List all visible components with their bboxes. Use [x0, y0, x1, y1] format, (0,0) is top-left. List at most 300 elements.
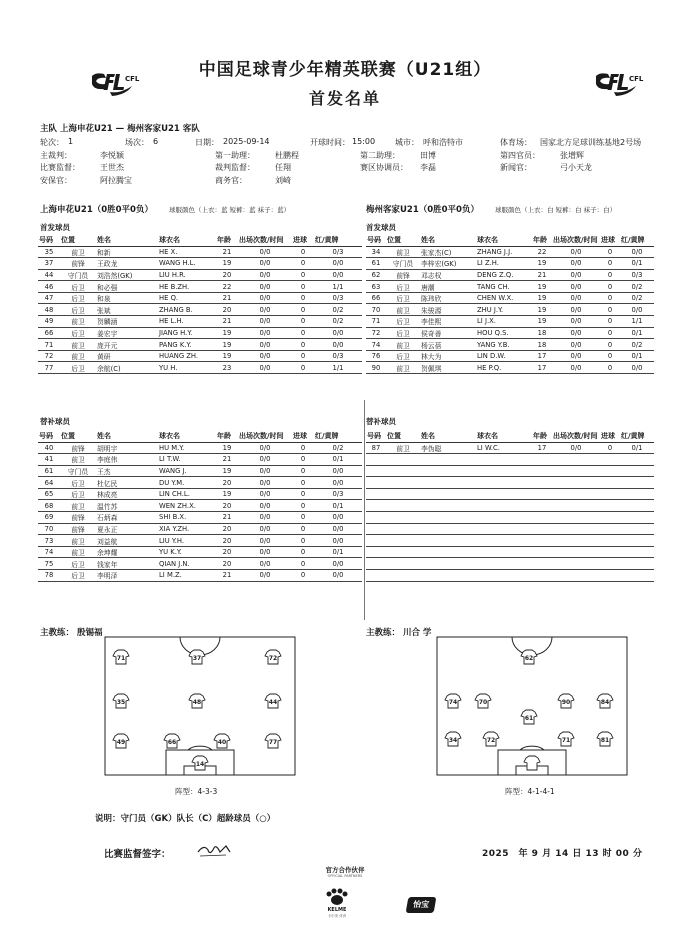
player-number: 61 — [524, 715, 534, 722]
table-cell: 0 — [292, 292, 314, 304]
away-starters-table — [366, 235, 654, 374]
table-cell: 0 — [292, 269, 314, 281]
table-cell: XIA Y.ZH. — [158, 523, 216, 535]
table-cell: 后卫 — [60, 488, 96, 500]
table-cell: HE B.ZH. — [158, 281, 216, 293]
table-cell: 19 — [532, 304, 552, 316]
away-coach: 主教练： 川合 学 — [366, 628, 432, 638]
table-cell: 0/1 — [620, 327, 654, 339]
table-cell — [620, 558, 654, 570]
table-cell: 姜宏宇 — [96, 327, 158, 339]
table-cell: 21 — [532, 269, 552, 281]
table-cell: LIN D.W. — [476, 350, 532, 362]
info-value: 6 — [153, 137, 159, 146]
player-number: 71 — [116, 655, 126, 662]
table-cell: 71 — [38, 339, 60, 351]
info-label: 第二助理： — [360, 150, 400, 160]
table-cell: 0/1 — [620, 258, 654, 270]
table-cell: 后卫 — [386, 281, 420, 293]
table-cell — [386, 488, 420, 500]
table-cell — [366, 558, 386, 570]
empty-row — [366, 454, 654, 466]
table-cell: 0/1 — [620, 442, 654, 454]
info-label: 体育场： — [500, 138, 532, 147]
table-cell — [532, 546, 552, 558]
table-cell — [366, 523, 386, 535]
table-cell: 后卫 — [60, 362, 96, 374]
table-cell: 0 — [292, 523, 314, 535]
table-cell — [476, 488, 532, 500]
table-row — [366, 292, 654, 304]
table-cell — [620, 488, 654, 500]
table-cell: 前锋 — [60, 523, 96, 535]
info-value: 阿拉腾宝 — [100, 175, 132, 185]
player-number: 72 — [268, 655, 278, 662]
table-row — [38, 523, 362, 535]
player-shirt-icon — [445, 732, 461, 746]
home-formation-label — [175, 786, 217, 797]
player-shirt-icon — [521, 650, 537, 664]
table-cell: WANG H.L. — [158, 258, 216, 270]
table-cell: 0 — [292, 454, 314, 466]
table-cell: 张斌 — [96, 304, 158, 316]
table-cell: 46 — [38, 281, 60, 293]
table-cell: 0 — [292, 362, 314, 374]
table-row — [366, 246, 654, 258]
player-shirt-icon — [113, 650, 129, 664]
table-cell: 0/0 — [314, 269, 362, 281]
table-cell — [600, 570, 620, 582]
table-cell: 0/0 — [238, 316, 292, 328]
table-header-row — [38, 431, 362, 442]
table-header-row — [366, 235, 654, 246]
table-cell: 0/0 — [238, 535, 292, 547]
table-cell: 0/0 — [620, 304, 654, 316]
column-header: 姓名 — [96, 431, 158, 442]
table-cell: 20 — [216, 304, 238, 316]
home-coach: 主教练： 殷锡福 — [40, 628, 103, 638]
column-header: 红/黄牌 — [314, 431, 362, 442]
partner-title-en: OFFICIAL PARTNERS — [327, 874, 363, 878]
table-cell: 0/1 — [620, 350, 654, 362]
table-cell: 石炳森 — [96, 512, 158, 524]
info-value: 杜鹏程 — [275, 150, 299, 160]
table-cell — [552, 535, 600, 547]
table-cell: 66 — [38, 327, 60, 339]
table-cell: 守门员 — [386, 258, 420, 270]
column-header: 球衣名 — [158, 431, 216, 442]
info-value: 国家北方足球训练基地2号场 — [540, 138, 642, 147]
table-cell: 0 — [600, 442, 620, 454]
table-cell: 20 — [216, 477, 238, 489]
table-cell: 0 — [292, 500, 314, 512]
table-cell: 0/3 — [314, 488, 362, 500]
table-cell — [420, 512, 476, 524]
table-row — [38, 316, 362, 328]
table-cell: HE X. — [158, 246, 216, 258]
table-cell: 0/0 — [238, 258, 292, 270]
player-shirt-icon — [214, 734, 230, 748]
table-cell — [366, 454, 386, 466]
table-cell: 20 — [216, 500, 238, 512]
match-line: 主队 上海申花U21 — 梅州客家U21 客队 — [40, 124, 200, 134]
away-formation-prefix: 阵型： — [505, 787, 528, 796]
legend-note: 说明：守门员（GK）队长（C）超龄球员（○） — [95, 814, 276, 824]
table-cell: 72 — [366, 327, 386, 339]
table-cell: QIAN J.N. — [158, 558, 216, 570]
home-starters-label: 首发球员 — [40, 223, 70, 232]
player-shirt-icon — [113, 694, 129, 708]
table-cell: 0/0 — [552, 339, 600, 351]
column-header: 年龄 — [216, 235, 238, 246]
table-cell: 0 — [600, 339, 620, 351]
table-cell: 0/0 — [238, 500, 292, 512]
home-starters-table — [38, 235, 362, 374]
column-header: 出场次数/时间 — [552, 431, 600, 442]
table-cell — [476, 512, 532, 524]
table-cell — [620, 454, 654, 466]
table-cell: 0/3 — [314, 350, 362, 362]
player-number: 84 — [600, 699, 610, 706]
table-cell: 0 — [600, 246, 620, 258]
table-cell — [552, 500, 600, 512]
player-number: 35 — [116, 699, 126, 706]
table-cell — [366, 570, 386, 582]
table-cell: 19 — [532, 316, 552, 328]
column-header: 进球 — [600, 431, 620, 442]
table-cell: 22 — [216, 281, 238, 293]
match-info-row — [40, 150, 660, 163]
away-kit: 球服颜色（上衣：白 短裤：白 袜子：白） — [494, 206, 617, 214]
table-row — [366, 362, 654, 374]
info-label: 日期： — [195, 138, 219, 147]
column-header: 位置 — [386, 235, 420, 246]
table-row — [38, 362, 362, 374]
sponsor-logo: 怡宝 — [406, 897, 437, 913]
info-value: 王世杰 — [100, 163, 124, 172]
table-cell: 17 — [532, 362, 552, 374]
table-cell — [476, 500, 532, 512]
table-cell — [386, 512, 420, 524]
player-shirt-icon — [265, 650, 281, 664]
away-formation-pitch — [436, 636, 628, 776]
table-cell: 22 — [532, 246, 552, 258]
table-cell: 21 — [216, 292, 238, 304]
table-cell: 0 — [292, 316, 314, 328]
table-cell: 19 — [216, 442, 238, 454]
kelme-text: KELME — [327, 907, 347, 913]
table-cell: 唐潮 — [420, 281, 476, 293]
table-cell: 后卫 — [60, 558, 96, 570]
table-cell — [476, 546, 532, 558]
table-cell: 刘浩然(GK) — [96, 269, 158, 281]
table-cell: 贺佩琪 — [420, 362, 476, 374]
table-cell: 后卫 — [386, 327, 420, 339]
info-label: 比赛监督： — [40, 163, 80, 172]
table-cell: 前卫 — [60, 535, 96, 547]
info-label: 轮次： — [40, 138, 64, 147]
table-cell — [532, 523, 552, 535]
table-cell: 0/3 — [314, 246, 362, 258]
table-cell — [476, 465, 532, 477]
table-row — [38, 570, 362, 582]
table-cell: 0/1 — [314, 546, 362, 558]
table-cell: 0/0 — [238, 304, 292, 316]
penalty-arc — [188, 746, 212, 750]
away-team-name: 梅州客家U21（0胜0平0负） — [366, 205, 479, 215]
table-cell: 73 — [38, 535, 60, 547]
table-cell — [532, 570, 552, 582]
table-row — [38, 269, 362, 281]
table-cell: DENG Z.Q. — [476, 269, 532, 281]
table-cell: 0 — [600, 350, 620, 362]
info-label: 第四官员： — [500, 150, 540, 160]
logo-text-right: CFL — [629, 75, 644, 83]
table-cell: 0 — [600, 362, 620, 374]
table-cell — [552, 558, 600, 570]
table-cell: 侯奇善 — [420, 327, 476, 339]
signature-scribble — [196, 840, 232, 860]
table-cell: 温竹苏 — [96, 500, 158, 512]
info-label: 场次： — [125, 138, 149, 147]
table-row — [38, 442, 362, 454]
table-cell — [476, 570, 532, 582]
table-cell — [476, 477, 532, 489]
table-cell: 48 — [38, 304, 60, 316]
table-cell: 0/0 — [238, 465, 292, 477]
table-cell: 0 — [292, 570, 314, 582]
table-cell: 王杰 — [96, 465, 158, 477]
column-header: 出场次数/时间 — [552, 235, 600, 246]
table-cell: LIU H.R. — [158, 269, 216, 281]
table-cell: 72 — [38, 350, 60, 362]
table-cell: 17 — [532, 442, 552, 454]
table-cell: 0 — [292, 281, 314, 293]
table-cell: 19 — [216, 350, 238, 362]
table-cell: 62 — [366, 269, 386, 281]
table-cell — [476, 454, 532, 466]
table-row — [38, 477, 362, 489]
table-cell: 0/0 — [238, 350, 292, 362]
table-cell: HUANG ZH. — [158, 350, 216, 362]
table-cell: 19 — [532, 281, 552, 293]
table-cell: 0/0 — [552, 246, 600, 258]
table-row — [366, 281, 654, 293]
table-cell: 0/0 — [552, 292, 600, 304]
column-header: 姓名 — [96, 235, 158, 246]
table-cell: 0 — [600, 304, 620, 316]
table-cell: 庞开元 — [96, 339, 158, 351]
player-shirt-icon — [521, 710, 537, 724]
table-cell: ZHU J.Y. — [476, 304, 532, 316]
table-cell: 70 — [366, 304, 386, 316]
table-cell: ZHANG B. — [158, 304, 216, 316]
table-cell — [386, 546, 420, 558]
player-number: 44 — [268, 699, 278, 706]
page-subtitle: 首发名单 — [308, 89, 381, 108]
table-cell: 0/0 — [238, 570, 292, 582]
info-label: 裁判监督： — [215, 163, 255, 172]
table-cell — [620, 535, 654, 547]
column-header: 年龄 — [532, 235, 552, 246]
table-cell — [366, 535, 386, 547]
column-header: 红/黄牌 — [620, 431, 654, 442]
home-subs-table — [38, 431, 362, 582]
table-cell — [620, 523, 654, 535]
column-header: 出场次数/时间 — [238, 235, 292, 246]
home-team-name: 上海申花U21（0胜0平0负） — [40, 205, 153, 215]
column-header: 位置 — [60, 235, 96, 246]
player-number: 77 — [268, 739, 278, 746]
away-starters-label: 首发球员 — [366, 223, 396, 232]
table-cell: 0 — [600, 281, 620, 293]
table-cell: 0/0 — [238, 292, 292, 304]
player-number: 49 — [116, 739, 126, 746]
column-header: 球衣名 — [158, 235, 216, 246]
table-cell: 和必强 — [96, 281, 158, 293]
info-value: 田博 — [420, 150, 436, 160]
table-cell: 0/0 — [314, 535, 362, 547]
player-number: 40 — [217, 739, 227, 746]
table-cell — [386, 477, 420, 489]
table-cell: 19 — [532, 258, 552, 270]
table-row — [38, 535, 362, 547]
table-cell: 前卫 — [60, 454, 96, 466]
table-cell: YU K.Y. — [158, 546, 216, 558]
table-cell: 0 — [600, 292, 620, 304]
table-row — [38, 558, 362, 570]
table-cell — [600, 500, 620, 512]
player-shirt-icon — [558, 732, 574, 746]
info-value: 张增辉 — [560, 150, 584, 160]
away-team-header — [366, 203, 616, 215]
info-value: 2025-09-14 — [223, 137, 270, 146]
table-row — [366, 304, 654, 316]
table-cell — [420, 546, 476, 558]
column-header: 号码 — [366, 235, 386, 246]
table-cell — [532, 454, 552, 466]
table-cell: 0 — [292, 442, 314, 454]
table-cell: HE P.Q. — [476, 362, 532, 374]
table-row — [38, 327, 362, 339]
table-cell: 前卫 — [60, 350, 96, 362]
table-row — [38, 465, 362, 477]
kelme-subtext: 卡尔美 体育 — [327, 914, 347, 918]
table-cell: LI M.Z. — [158, 570, 216, 582]
table-cell: 胡明宇 — [96, 442, 158, 454]
player-shirt-icon — [483, 732, 499, 746]
info-value: 弓小天龙 — [560, 163, 592, 172]
table-cell: 0/0 — [238, 327, 292, 339]
table-cell: 前锋 — [60, 512, 96, 524]
table-cell: 0/0 — [238, 454, 292, 466]
table-cell — [600, 465, 620, 477]
table-cell: 李梓宏(GK) — [420, 258, 476, 270]
table-cell: 0 — [292, 465, 314, 477]
table-cell: 0/0 — [238, 362, 292, 374]
column-header: 号码 — [38, 431, 60, 442]
table-cell: 0/0 — [552, 316, 600, 328]
empty-row — [366, 477, 654, 489]
table-cell: LIN CH.L. — [158, 488, 216, 500]
home-formation-prefix: 阵型： — [175, 787, 198, 796]
player-shirt-icon — [558, 694, 574, 708]
home-formation-value: 4-3-3 — [197, 787, 218, 796]
column-header: 红/黄牌 — [314, 235, 362, 246]
player-shirt-icon — [597, 732, 613, 746]
table-cell: 后卫 — [60, 304, 96, 316]
table-cell: 0/0 — [552, 281, 600, 293]
table-cell — [386, 558, 420, 570]
table-cell — [532, 535, 552, 547]
table-cell — [532, 488, 552, 500]
table-cell — [552, 523, 600, 535]
column-header: 红/黄牌 — [620, 235, 654, 246]
table-cell: 0/0 — [238, 246, 292, 258]
table-cell: 0/0 — [314, 523, 362, 535]
player-number: 62 — [524, 655, 534, 662]
supervisor-signature-label: 比赛监督签字： — [104, 849, 171, 860]
table-cell — [420, 454, 476, 466]
table-cell: 0/0 — [552, 350, 600, 362]
table-cell — [620, 570, 654, 582]
table-row — [38, 350, 362, 362]
table-cell — [600, 454, 620, 466]
table-cell: TANG CH. — [476, 281, 532, 293]
table-row — [38, 512, 362, 524]
table-cell: 1/1 — [314, 362, 362, 374]
table-cell: 前卫 — [386, 362, 420, 374]
table-cell: HOU Q.S. — [476, 327, 532, 339]
table-row — [38, 304, 362, 316]
table-cell: 前卫 — [60, 316, 96, 328]
table-cell: 0/3 — [314, 292, 362, 304]
table-cell — [532, 500, 552, 512]
table-cell: 前卫 — [386, 339, 420, 351]
table-cell — [420, 465, 476, 477]
table-cell — [476, 535, 532, 547]
table-cell: 0 — [292, 327, 314, 339]
player-number: 71 — [561, 737, 571, 744]
player-number: 90 — [561, 699, 571, 706]
partner-title: 官方合作伙伴 — [325, 866, 365, 874]
table-cell: 21 — [216, 246, 238, 258]
home-kit: 球服颜色（上衣：蓝 短裤：蓝 袜子：蓝） — [168, 206, 291, 214]
table-cell: 0/0 — [552, 327, 600, 339]
player-shirt-icon — [189, 694, 205, 708]
table-cell: 20 — [216, 523, 238, 535]
table-cell: 前卫 — [386, 304, 420, 316]
table-row — [38, 500, 362, 512]
table-cell: 23 — [216, 362, 238, 374]
table-cell: 0 — [292, 258, 314, 270]
table-cell: 李庭伟 — [96, 454, 158, 466]
table-cell: 0/1 — [314, 454, 362, 466]
table-cell — [532, 512, 552, 524]
column-header: 进球 — [292, 235, 314, 246]
player-number: 70 — [478, 699, 488, 706]
table-cell: 21 — [216, 316, 238, 328]
table-cell — [476, 523, 532, 535]
table-cell: 王政龙 — [96, 258, 158, 270]
table-cell — [620, 465, 654, 477]
away-formation-value: 4-1-4-1 — [527, 787, 555, 796]
away-formation-label — [505, 786, 555, 797]
page-title: 中国足球青少年精英联赛（U21组） — [198, 60, 492, 80]
table-cell: 0/2 — [314, 442, 362, 454]
column-header: 球衣名 — [476, 235, 532, 246]
empty-row — [366, 512, 654, 524]
